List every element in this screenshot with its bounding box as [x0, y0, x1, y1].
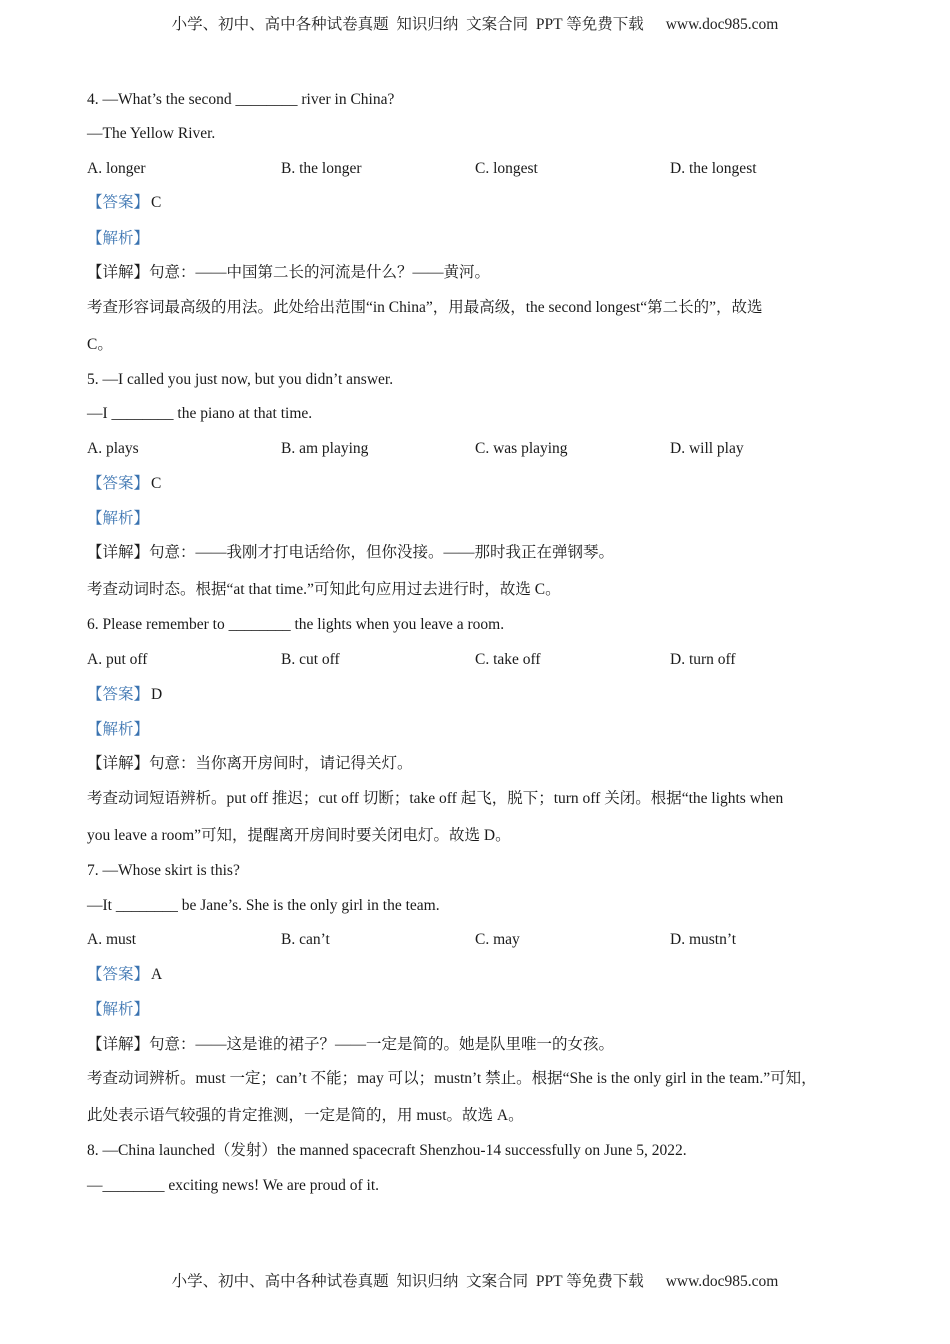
- option-b: B. the longer: [281, 160, 362, 177]
- answer-line: [87, 685, 162, 705]
- question-6-stem: 6. Please remember to ________ the lights when you leave a room.: [87, 616, 505, 633]
- detail-text: 句意：——中国第二长的河流是什么？——黄河。: [149, 264, 491, 281]
- page-header: [0, 12, 950, 34]
- answer-line: [87, 965, 162, 985]
- explanation-line: 考查动词短语辨析。put off 推迟；cut off 切断；take off 起飞，脱下；turn off 关闭。根据“the lights when: [87, 790, 784, 807]
- option-b: B. am playing: [281, 440, 369, 457]
- analysis-label: 【解析】: [87, 721, 150, 738]
- detail-line: [87, 754, 413, 774]
- option-c: C. longest: [475, 160, 538, 177]
- answer-value: C: [151, 475, 162, 492]
- detail-text: 句意：当你离开房间时，请记得关灯。: [149, 755, 413, 772]
- answer-line: [87, 193, 161, 213]
- detail-text: 句意：——这是谁的裙子？——一定是简的。她是队里唯一的女孩。: [149, 1036, 615, 1053]
- question-5-stem: 5. —I called you just now, but you didn’t answer.: [87, 371, 394, 388]
- analysis-label: 【解析】: [87, 230, 150, 247]
- page-footer: [0, 1269, 950, 1291]
- answer-line: [87, 474, 161, 494]
- header-text: 小学、初中、高中各种试卷真题 知识归纳 文案合同 PPT 等免费下载: [171, 16, 644, 33]
- option-d: D. the longest: [670, 160, 757, 177]
- detail-label: 【详解】: [87, 1036, 150, 1053]
- detail-text: 句意：——我刚才打电话给你，但你没接。——那时我正在弹钢琴。: [149, 544, 615, 561]
- option-a: A. put off: [87, 651, 148, 668]
- option-d: D. mustn’t: [670, 931, 737, 948]
- option-d: D. will play: [670, 440, 744, 457]
- answer-label: 【答案】: [87, 966, 150, 983]
- option-a: A. must: [87, 931, 137, 948]
- answer-label: 【答案】: [87, 194, 150, 211]
- header-url: www.doc985.com: [665, 16, 779, 33]
- question-7-response: —It ________ be Jane’s. She is the only girl in the team.: [87, 897, 440, 914]
- option-a: A. plays: [87, 440, 139, 457]
- question-4-stem: 4. —What’s the second ________ river in China?: [87, 91, 395, 108]
- detail-label: 【详解】: [87, 264, 150, 281]
- question-8-stem: 8. —China launched（发射）the manned spacecraft Shenzhou-14 successfully on June 5, 2022.: [87, 1142, 687, 1159]
- option-c: C. may: [475, 931, 520, 948]
- footer-url: www.doc985.com: [665, 1273, 779, 1290]
- answer-value: A: [151, 966, 163, 983]
- detail-line: [87, 263, 490, 283]
- question-8-response: —________ exciting news! We are proud of it.: [87, 1177, 380, 1194]
- footer-text: 小学、初中、高中各种试卷真题 知识归纳 文案合同 PPT 等免费下载: [171, 1273, 644, 1290]
- analysis-label: 【解析】: [87, 510, 150, 527]
- analysis-label: 【解析】: [87, 1001, 150, 1018]
- explanation-line: 考查动词辨析。must 一定；can’t 不能；may 可以；mustn’t 禁止。根据“She is the only girl in the team.”可知，: [87, 1070, 817, 1087]
- detail-line: [87, 543, 614, 563]
- option-c: C. take off: [475, 651, 541, 668]
- question-7-stem: 7. —Whose skirt is this?: [87, 862, 240, 879]
- option-c: C. was playing: [475, 440, 568, 457]
- explanation-line: 考查动词时态。根据“at that time.”可知此句应用过去进行时，故选 C。: [87, 581, 561, 598]
- answer-value: D: [151, 686, 163, 703]
- detail-line: [87, 1035, 614, 1055]
- explanation-line: 考查形容词最高级的用法。此处给出范围“in China”，用最高级，the second longest“第二长的”，故选: [87, 299, 763, 316]
- question-4-response: —The Yellow River.: [87, 125, 216, 142]
- detail-label: 【详解】: [87, 755, 150, 772]
- answer-value: C: [151, 194, 162, 211]
- answer-label: 【答案】: [87, 475, 150, 492]
- option-b: B. cut off: [281, 651, 340, 668]
- explanation-line: C。: [87, 336, 113, 353]
- question-5-response: —I ________ the piano at that time.: [87, 405, 313, 422]
- option-b: B. can’t: [281, 931, 330, 948]
- option-d: D. turn off: [670, 651, 736, 668]
- explanation-line: 此处表示语气较强的肯定推测，一定是简的，用 must。故选 A。: [87, 1107, 524, 1124]
- option-a: A. longer: [87, 160, 146, 177]
- detail-label: 【详解】: [87, 544, 150, 561]
- answer-label: 【答案】: [87, 686, 150, 703]
- explanation-line: you leave a room”可知，提醒离开房间时要关闭电灯。故选 D。: [87, 827, 511, 844]
